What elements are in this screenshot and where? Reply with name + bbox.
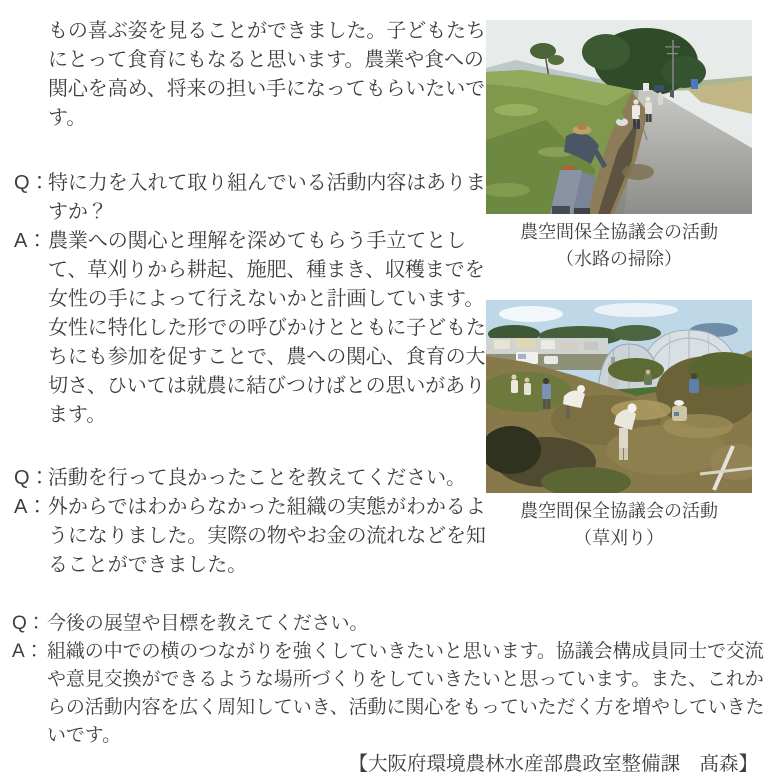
a-label-2: A： bbox=[14, 496, 48, 518]
photo-waterway-cleaning bbox=[486, 20, 752, 214]
answer-2 bbox=[0, 493, 486, 580]
answer-1-text: 農業への関心と理解を深めてもらう手立てとして、草刈りから耕起、施肥、種まき、収穫までを女性の手によって行えないかと計画しています。女性に特化した形での呼びかけとともに子どもたちにも参加を促すことで、農への関心、食育の大切さ、ひいては就農に結びつけばとの思いがあります。 bbox=[48, 230, 486, 426]
question-3-text: 今後の展望や目標を教えてください。 bbox=[47, 613, 369, 634]
figure-2-caption bbox=[486, 498, 752, 552]
question-1 bbox=[0, 169, 486, 227]
answer-3 bbox=[0, 638, 771, 750]
figure-1-caption-line1: 農空間保全協議会の活動 bbox=[520, 222, 718, 242]
figure-2-caption-line1: 農空間保全協議会の活動 bbox=[520, 501, 718, 521]
q-label-1: Q： bbox=[14, 172, 50, 194]
figure-1-caption-line2: （水路の掃除） bbox=[556, 249, 682, 269]
question-3 bbox=[0, 610, 771, 638]
figure-waterway-cleaning bbox=[486, 20, 752, 273]
intro-paragraph: もの喜ぶ姿を見ることができました。子どもたちにとって食育にもなると思います。農業や食への関心を高め、将来の担い手になってもらいたいです。 bbox=[48, 20, 486, 129]
question-2 bbox=[0, 464, 486, 493]
a-label-3: A： bbox=[12, 641, 44, 662]
photo-mowing bbox=[486, 300, 752, 493]
qa-block-3 bbox=[0, 610, 771, 778]
figure-2-caption-line2: （草刈り） bbox=[574, 528, 664, 548]
question-1-text: 特に力を入れて取り組んでいる活動内容はありますか？ bbox=[48, 172, 486, 223]
answer-3-text: 組織の中での横のつながりを強くしていきたいと思います。協議会構成員同士で交流や意見交換ができるような場所づくりをしていきたいと思っています。また、これからの活動内容を広く周知していき、活動に関心をもっていただく方を増やしていきたいです。 bbox=[47, 641, 765, 746]
q-label-2: Q： bbox=[14, 467, 50, 489]
signature-line: 【大阪府環境農林水産部農政室整備課 髙森】 bbox=[348, 753, 758, 775]
qa-block-1 bbox=[0, 169, 486, 430]
qa-block-2 bbox=[0, 464, 486, 580]
figure-mowing bbox=[486, 300, 752, 552]
figure-1-caption bbox=[486, 219, 752, 273]
interview-text-column bbox=[0, 17, 486, 580]
q-label-3: Q： bbox=[12, 613, 46, 634]
answer-2-text: 外からではわからなかった組織の実態がわかるようになりました。実際の物やお金の流れなどを知ることができました。 bbox=[48, 496, 486, 576]
answer-1 bbox=[0, 227, 486, 430]
question-2-text: 活動を行って良かったことを教えてください。 bbox=[48, 467, 466, 489]
a-label-1: A： bbox=[14, 230, 48, 252]
